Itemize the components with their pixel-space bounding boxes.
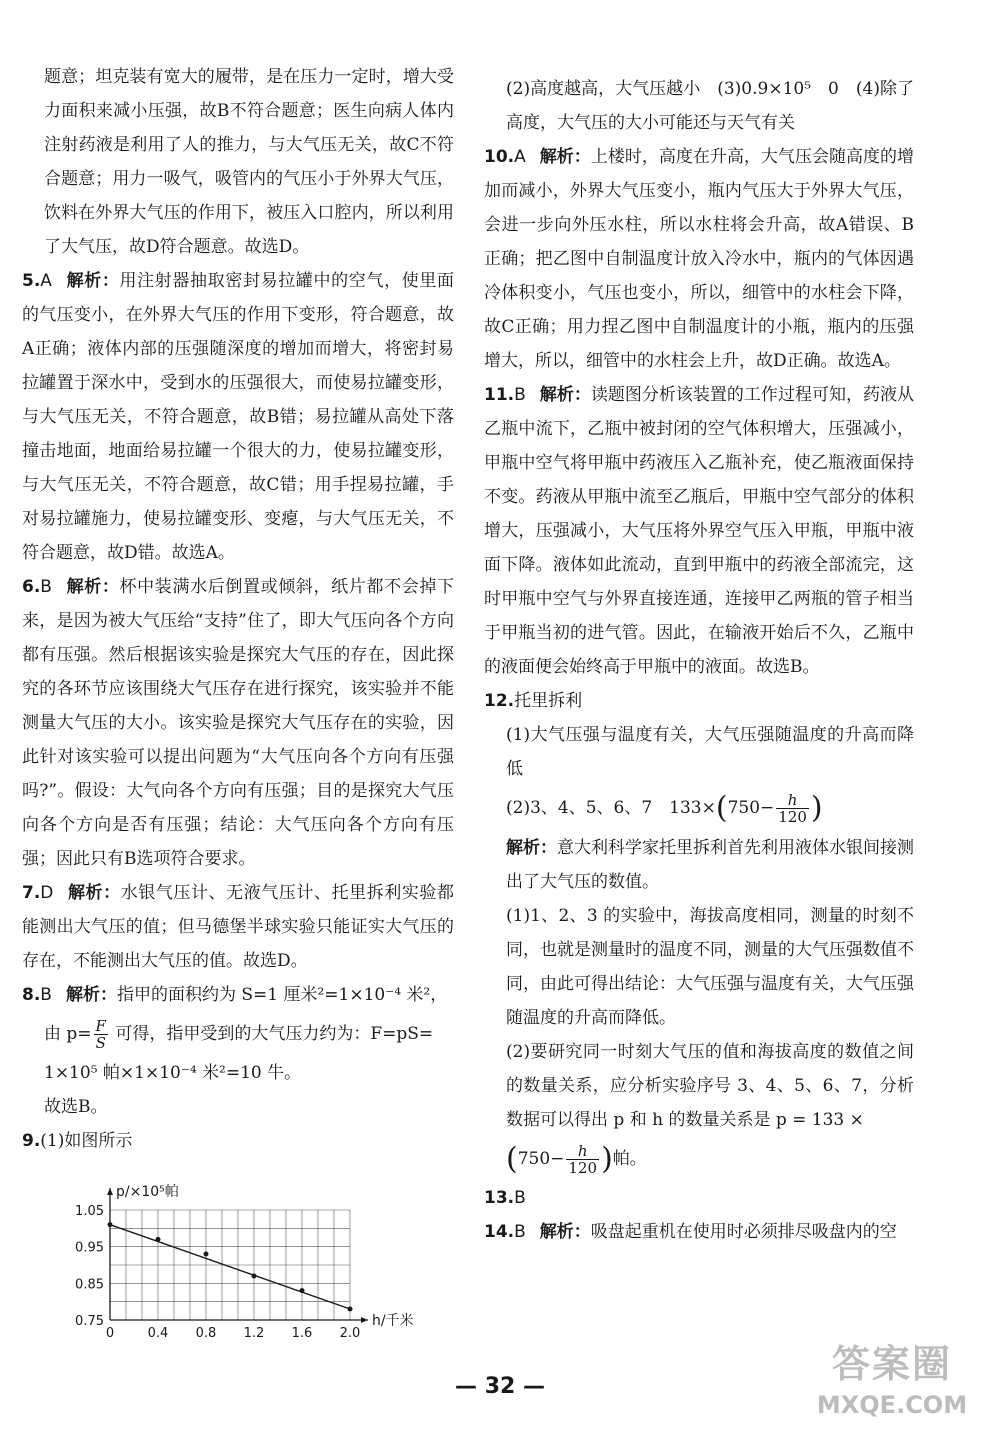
data-point xyxy=(300,1288,305,1293)
watermark-logo: 答案圈 MXQE.COM xyxy=(816,1342,968,1419)
x-tick-label: 0.8 xyxy=(195,1326,217,1341)
question-6: 6.B 解析：杯中装满水后倒置或倾斜，纸片都不会掉下来，是因为被大气压给“支持”住了，即大气压向各个方向都有压强。然后根据该实验是探究大气压的存在，因此探究的各环节应该围绕大气压存在进行探究，该实验并不能测量大气压的大小。该实验是探究大气压存在的实验，因此针对该实验可以提出问题为“大气压向各个方向有压强吗?”。假设：大气向各个方向有压强；目的是探究大气压向各个方向是否有压强；结论：大气压向各个方向有压强；因此只有B选项符合要求。 xyxy=(22,577,455,869)
answer-continuation: 题意；坦克装有宽大的履带，是在压力一定时，增大受力面积来减小压强，故B不符合题意；医生向病人体内注射药液是利用了人的推力，与大气压无关，故C不符合题意；用力一吸气，吸管内的气压小于外界大气压，饮料在外界大气压的作用下，被压入口腔内，所以利用了大气压，故D符合题意。故选D。 xyxy=(44,67,454,257)
question-8: 8.B 解析：指甲的面积约为 S=1 厘米²=1×10⁻⁴ 米²， 由 p= $\frac{F}{S}$ 可得，指甲受到的大气压力约为：F=pS= 1×10⁵ 帕×1×10⁻⁴ 米²=10 牛。 故选B。 xyxy=(22,978,454,1124)
y-tick-label: 0.85 xyxy=(75,1277,104,1293)
question-7: 7.D 解析：水银气压计、无液气压计、托里拆利实验都能测出大气压的值；但马德堡半球实验只能证实大气压的存在，不能测出大气压的值。故选D。 xyxy=(22,883,455,971)
pressure-altitude-chart xyxy=(60,1178,414,1348)
fraction: $\frac{h}{120}$ xyxy=(778,791,807,826)
fraction: $\frac{F}{S}$ xyxy=(95,1017,106,1052)
x-tick-label: 0 xyxy=(105,1326,115,1341)
y-tick-label: 0.75 xyxy=(75,1314,104,1329)
y-tick-label: 0.95 xyxy=(75,1240,104,1256)
data-point xyxy=(252,1274,257,1279)
formula-line: (2)3、4、5、6、7 133×(750− $\frac{h}{120}$ ) xyxy=(506,790,823,826)
x-axis-label: h/千米 xyxy=(372,1313,414,1329)
x-tick-label: 0.4 xyxy=(147,1326,169,1341)
data-point xyxy=(204,1252,209,1257)
series-line xyxy=(110,1225,350,1309)
data-point xyxy=(348,1307,353,1312)
formula-line: 由 p= $\frac{F}{S}$ 可得，指甲受到的大气压力约为：F=pS= xyxy=(44,1017,434,1052)
left-column xyxy=(22,60,454,1158)
fraction: $\frac{h}{120}$ xyxy=(568,1141,598,1177)
data-point xyxy=(108,1222,113,1227)
x-axis-arrow xyxy=(361,1317,368,1323)
data-point xyxy=(156,1237,161,1242)
x-tick-label: 1.2 xyxy=(243,1326,265,1341)
y-axis-label: p/×10⁵帕 xyxy=(116,1184,179,1200)
chart-svg xyxy=(60,1178,414,1348)
x-tick-label: 2.0 xyxy=(339,1326,361,1341)
question-12: 12.托里拆利 (1)大气压强与温度有关，大气压强随温度的升高而降低 (2)3、4、5、6、7 133×(750− $\frac{h}{120}$ ) 解析：意大利科学家托里拆利首先利用液体水银间接测出了大气压的数值。 (1)1、2、3 的实验中，海拔高度相同，测量的时刻不同，也就是测量时的温度不同，测量的大气压强数值不同，由此可得出结论：大气压强与温度有关，大气压强随温度的升高而降低。 (2)要研究同一时刻大气压的值和海拔高度的数值之间的数量关系，应分析实验序号 3、4、5、6、7，分析数据可以得出 p 和 h 的数量关系是 p = 133 × (750− $\frac{h}{120}$ )帕。 xyxy=(484,691,914,1177)
question-14: 14.B 解析：吸盘起重机在使用时必须排尽吸盘内的空 xyxy=(484,1222,897,1242)
question-5: 5.A 解析：用注射器抽取密封易拉罐中的空气，使里面的气压变小，在外界大气压的作用下变形，符合题意，故A正确；液体内部的压强随深度的增加而增大，将密封易拉罐置于深水中，受到水的压强很大，而使易拉罐变形，与大气压无关，不符合题意，故B错；易拉罐从高处下落撞击地面，地面给易拉罐一个很大的力，使易拉罐变形，与大气压无关，不符合题意，故C错；用手捏易拉罐，手对易拉罐施力，使易拉罐变形、变瘪，与大气压无关，不符合题意，故D错。故选A。 xyxy=(22,271,455,563)
y-axis-arrow xyxy=(107,1188,113,1195)
question-9-continuation: (2)高度越高，大气压越小 (3)0.9×10⁵ 0 (4)除了高度，大气压的大小可能还与天气有关 xyxy=(506,79,914,133)
question-11: 11.B 解析：读题图分析该装置的工作过程可知，药液从乙瓶中流下，乙瓶中被封闭的空气体积增大，压强减小，甲瓶中空气将甲瓶中药液压入乙瓶补充，使乙瓶液面保持不变。药液从甲瓶中流至乙瓶后，甲瓶中空气部分的体积增大，压强减小，大气压将外界空气压入甲瓶，甲瓶中液面下降。液体如此流动，直到甲瓶中的药液全部流完，这时甲瓶中空气与外界直接连通，连接甲乙两瓶的管子相当于甲瓶当初的进气管。因此，在输液开始后不久，乙瓶中的液面便会始终高于甲瓶中的液面。故选B。 xyxy=(484,385,915,677)
question-13: 13.B xyxy=(484,1188,526,1208)
question-9: 9.(1)如图所示 xyxy=(22,1131,133,1151)
right-column xyxy=(484,72,914,1249)
page-number: — 32 — xyxy=(455,1374,545,1399)
x-tick-label: 1.6 xyxy=(291,1326,313,1341)
y-tick-label: 1.05 xyxy=(75,1204,104,1219)
question-10: 10.A 解析：上楼时，高度在升高，大气压会随高度的增加而减小，外界大气压变小，瓶内气压大于外界大气压，会进一步向外压水柱，所以水柱将会升高，故A错误、B正确；把乙图中自制温度计放入冷水中，瓶内的气体因遇冷体积变小，气压也变小，所以，细管中的水柱会下降，故C正确；用力捏乙图中自制温度计的小瓶，瓶内的压强增大，所以，细管中的水柱会上升，故D正确。故选A。 xyxy=(484,147,915,371)
